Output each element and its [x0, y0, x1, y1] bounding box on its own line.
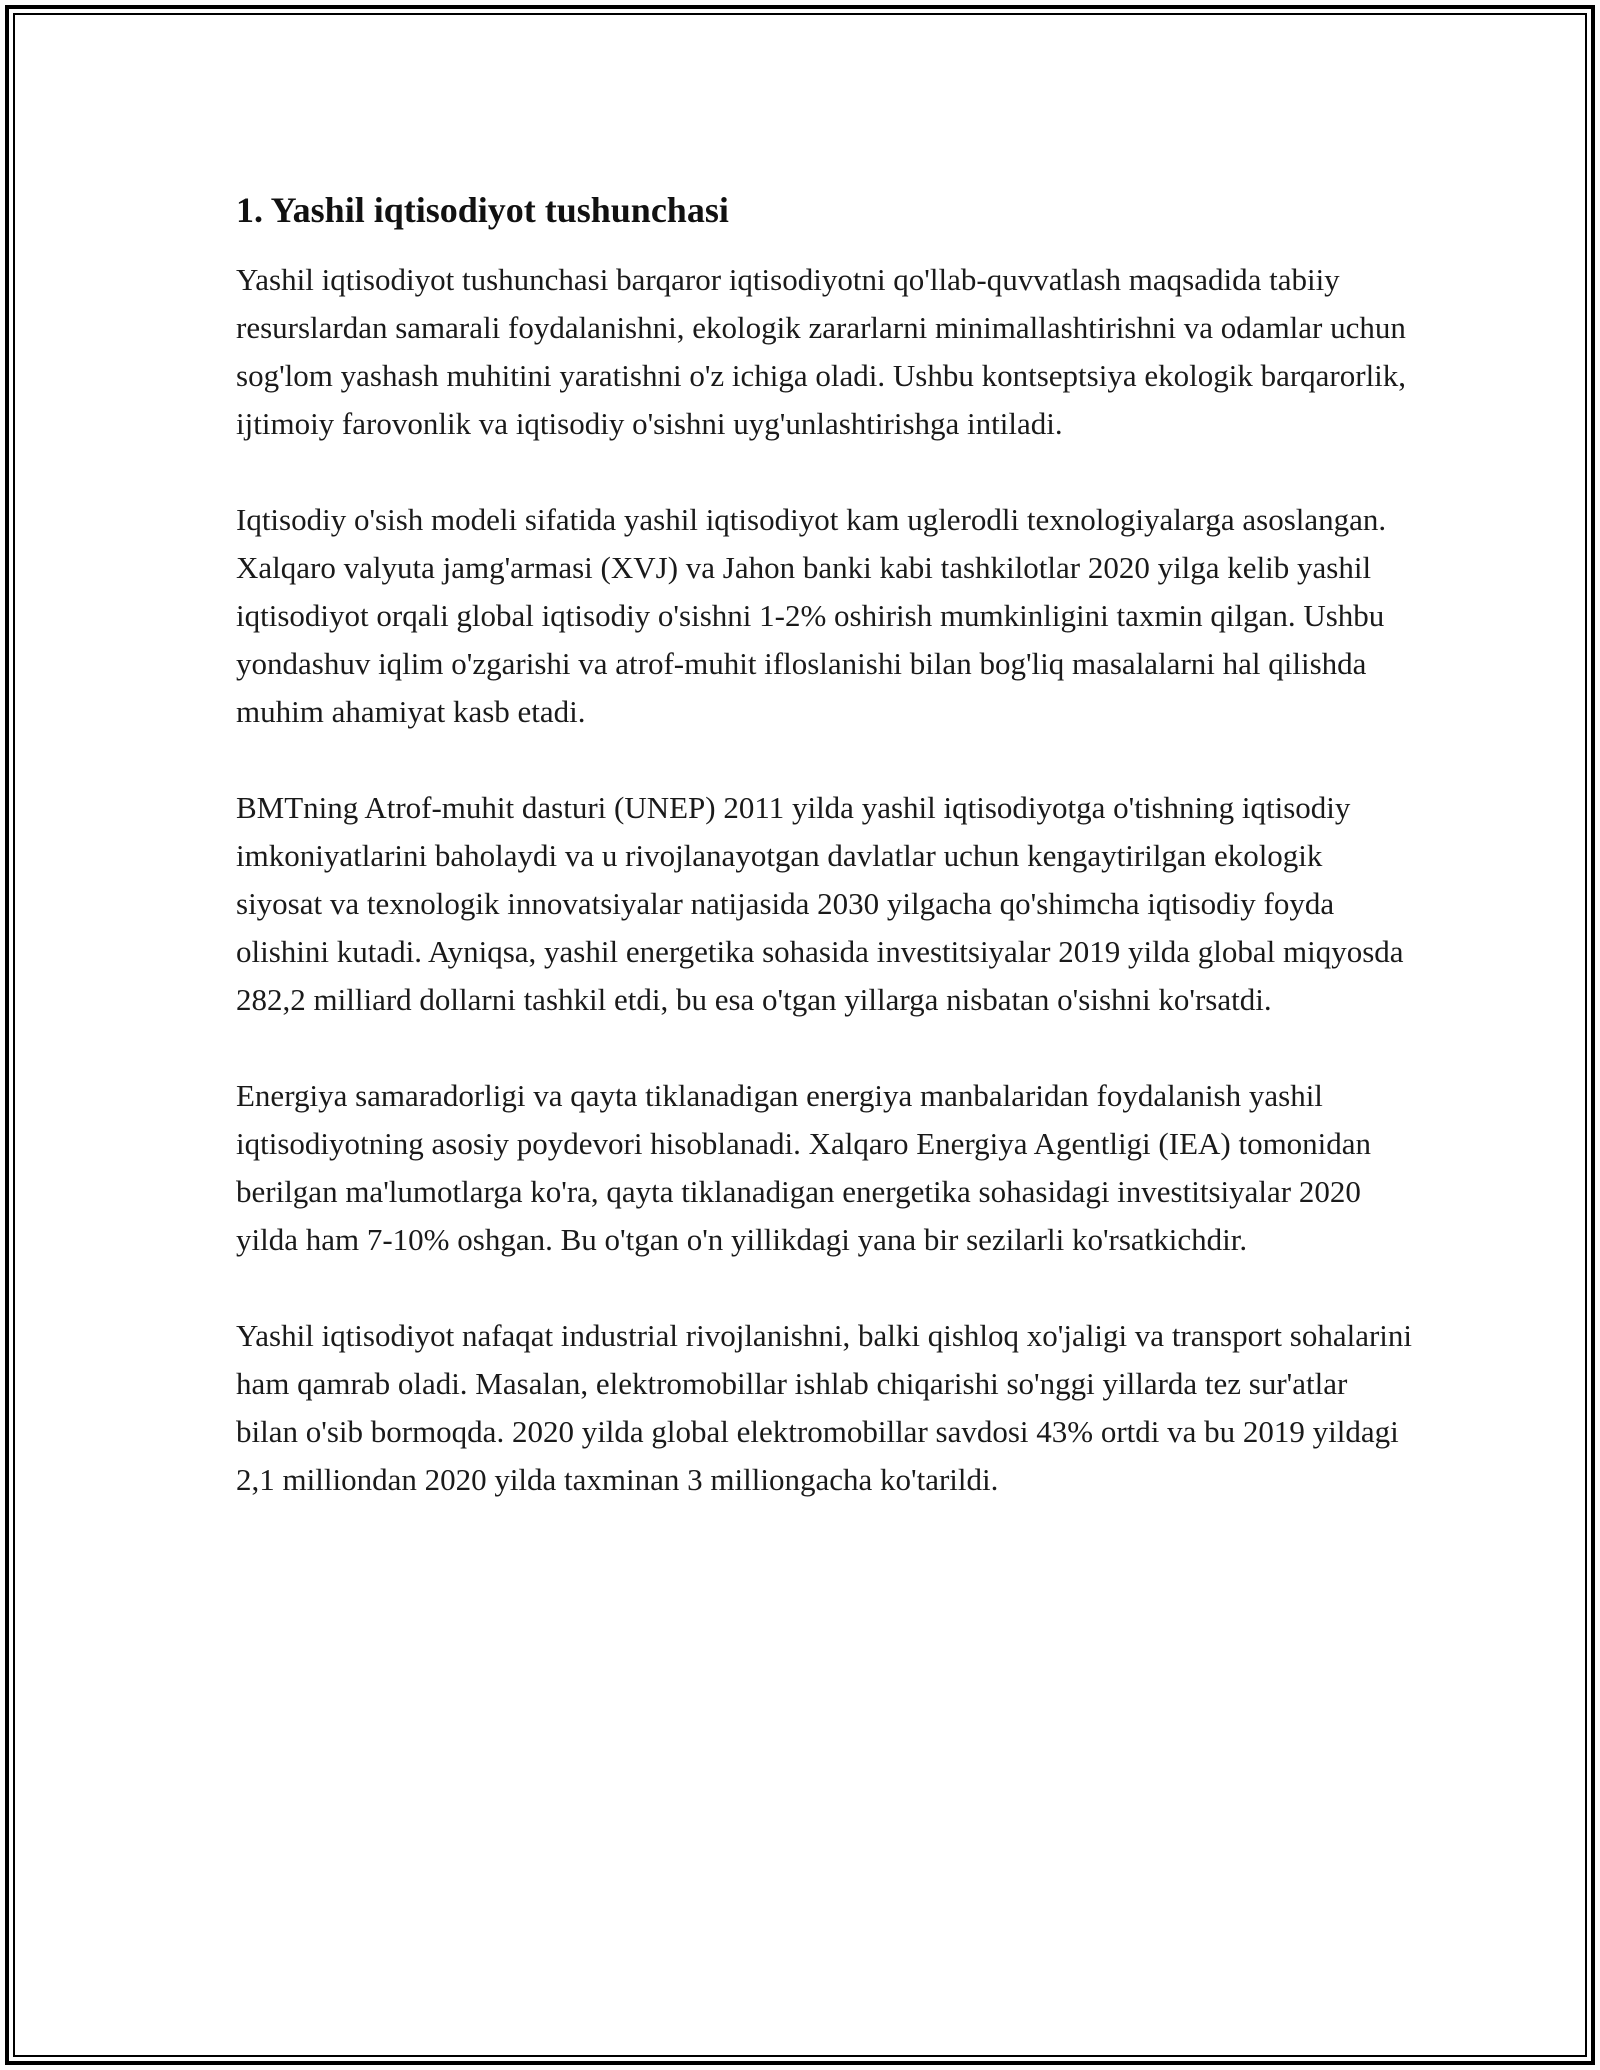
paragraph-unep: BMTning Atrof-muhit dasturi (UNEP) 2011 yilda yashil iqtisodiyotga o'tishning iqtisodiy imkoniyatlarini baholaydi va u rivojlanayotgan davlatlar uchun kengaytirilgan ekologik siyosat va texnologik innovatsiyalar natijasida 2030 yilgacha qo'shimcha iqtisodiy foyda olishini kutadi. Ayniqsa, yashil energetika sohasida investitsiyalar 2019 yilda global miqyosda 282,2 milliard dollarni tashkil etdi, bu esa o'tgan yillarga nisbatan o'sishni ko'rsatdi.	[236, 790, 1404, 1017]
document-body	[236, 186, 1416, 1552]
paragraph-transport: Yashil iqtisodiyot nafaqat industrial rivojlanishni, balki qishloq xo'jaligi va transport sohalarini ham qamrab oladi. Masalan, elektromobillar ishlab chiqarishi so'nggi yillarda tez sur'atlar bilan o'sib bormoqda. 2020 yilda global elektromobillar savdosi 43% ortdi va bu 2019 yildagi 2,1 milliondan 2020 yilda taxminan 3 milliongacha ko'tarildi.	[236, 1318, 1413, 1497]
paragraph-energy: Energiya samaradorligi va qayta tiklanadigan energiya manbalaridan foydalanish yashil iqtisodiyotning asosiy poydevori hisoblanadi. Xalqaro Energiya Agentligi (IEA) tomonidan berilgan ma'lumotlarga ko'ra, qayta tiklanadigan energetika sohasidagi investitsiyalar 2020 yilda ham 7-10% oshgan. Bu o'tgan o'n yillikdagi yana bir sezilarli ko'rsatkichdir.	[236, 1078, 1372, 1257]
section-heading: 1. Yashil iqtisodiyot tushunchasi	[236, 190, 729, 230]
paragraph-concept: Yashil iqtisodiyot tushunchasi barqaror iqtisodiyotni qo'llab-quvvatlash maqsadida tabiiy resurslardan samarali foydalanishni, ekologik zararlarni minimallashtirishni va odamlar uchun sog'lom yashash muhitini yaratishni o'z ichiga oladi. Ushbu kontseptsiya ekologik barqarorlik, ijtimoiy farovonlik va iqtisodiy o'sishni uyg'unlashtirishga intiladi.	[236, 262, 1407, 441]
paragraph-growth-model: Iqtisodiy o'sish modeli sifatida yashil iqtisodiyot kam uglerodli texnologiyalarga asoslangan. Xalqaro valyuta jamg'armasi (XVJ) va Jahon banki kabi tashkilotlar 2020 yilga kelib yashil iqtisodiyot orqali global iqtisodiy o'sishni 1-2% oshirish mumkinligini taxmin qilgan. Ushbu yondashuv iqlim o'zgarishi va atrof-muhit ifloslanishi bilan bog'liq masalalarni hal qilishda muhim ahamiyat kasb etadi.	[236, 502, 1387, 729]
